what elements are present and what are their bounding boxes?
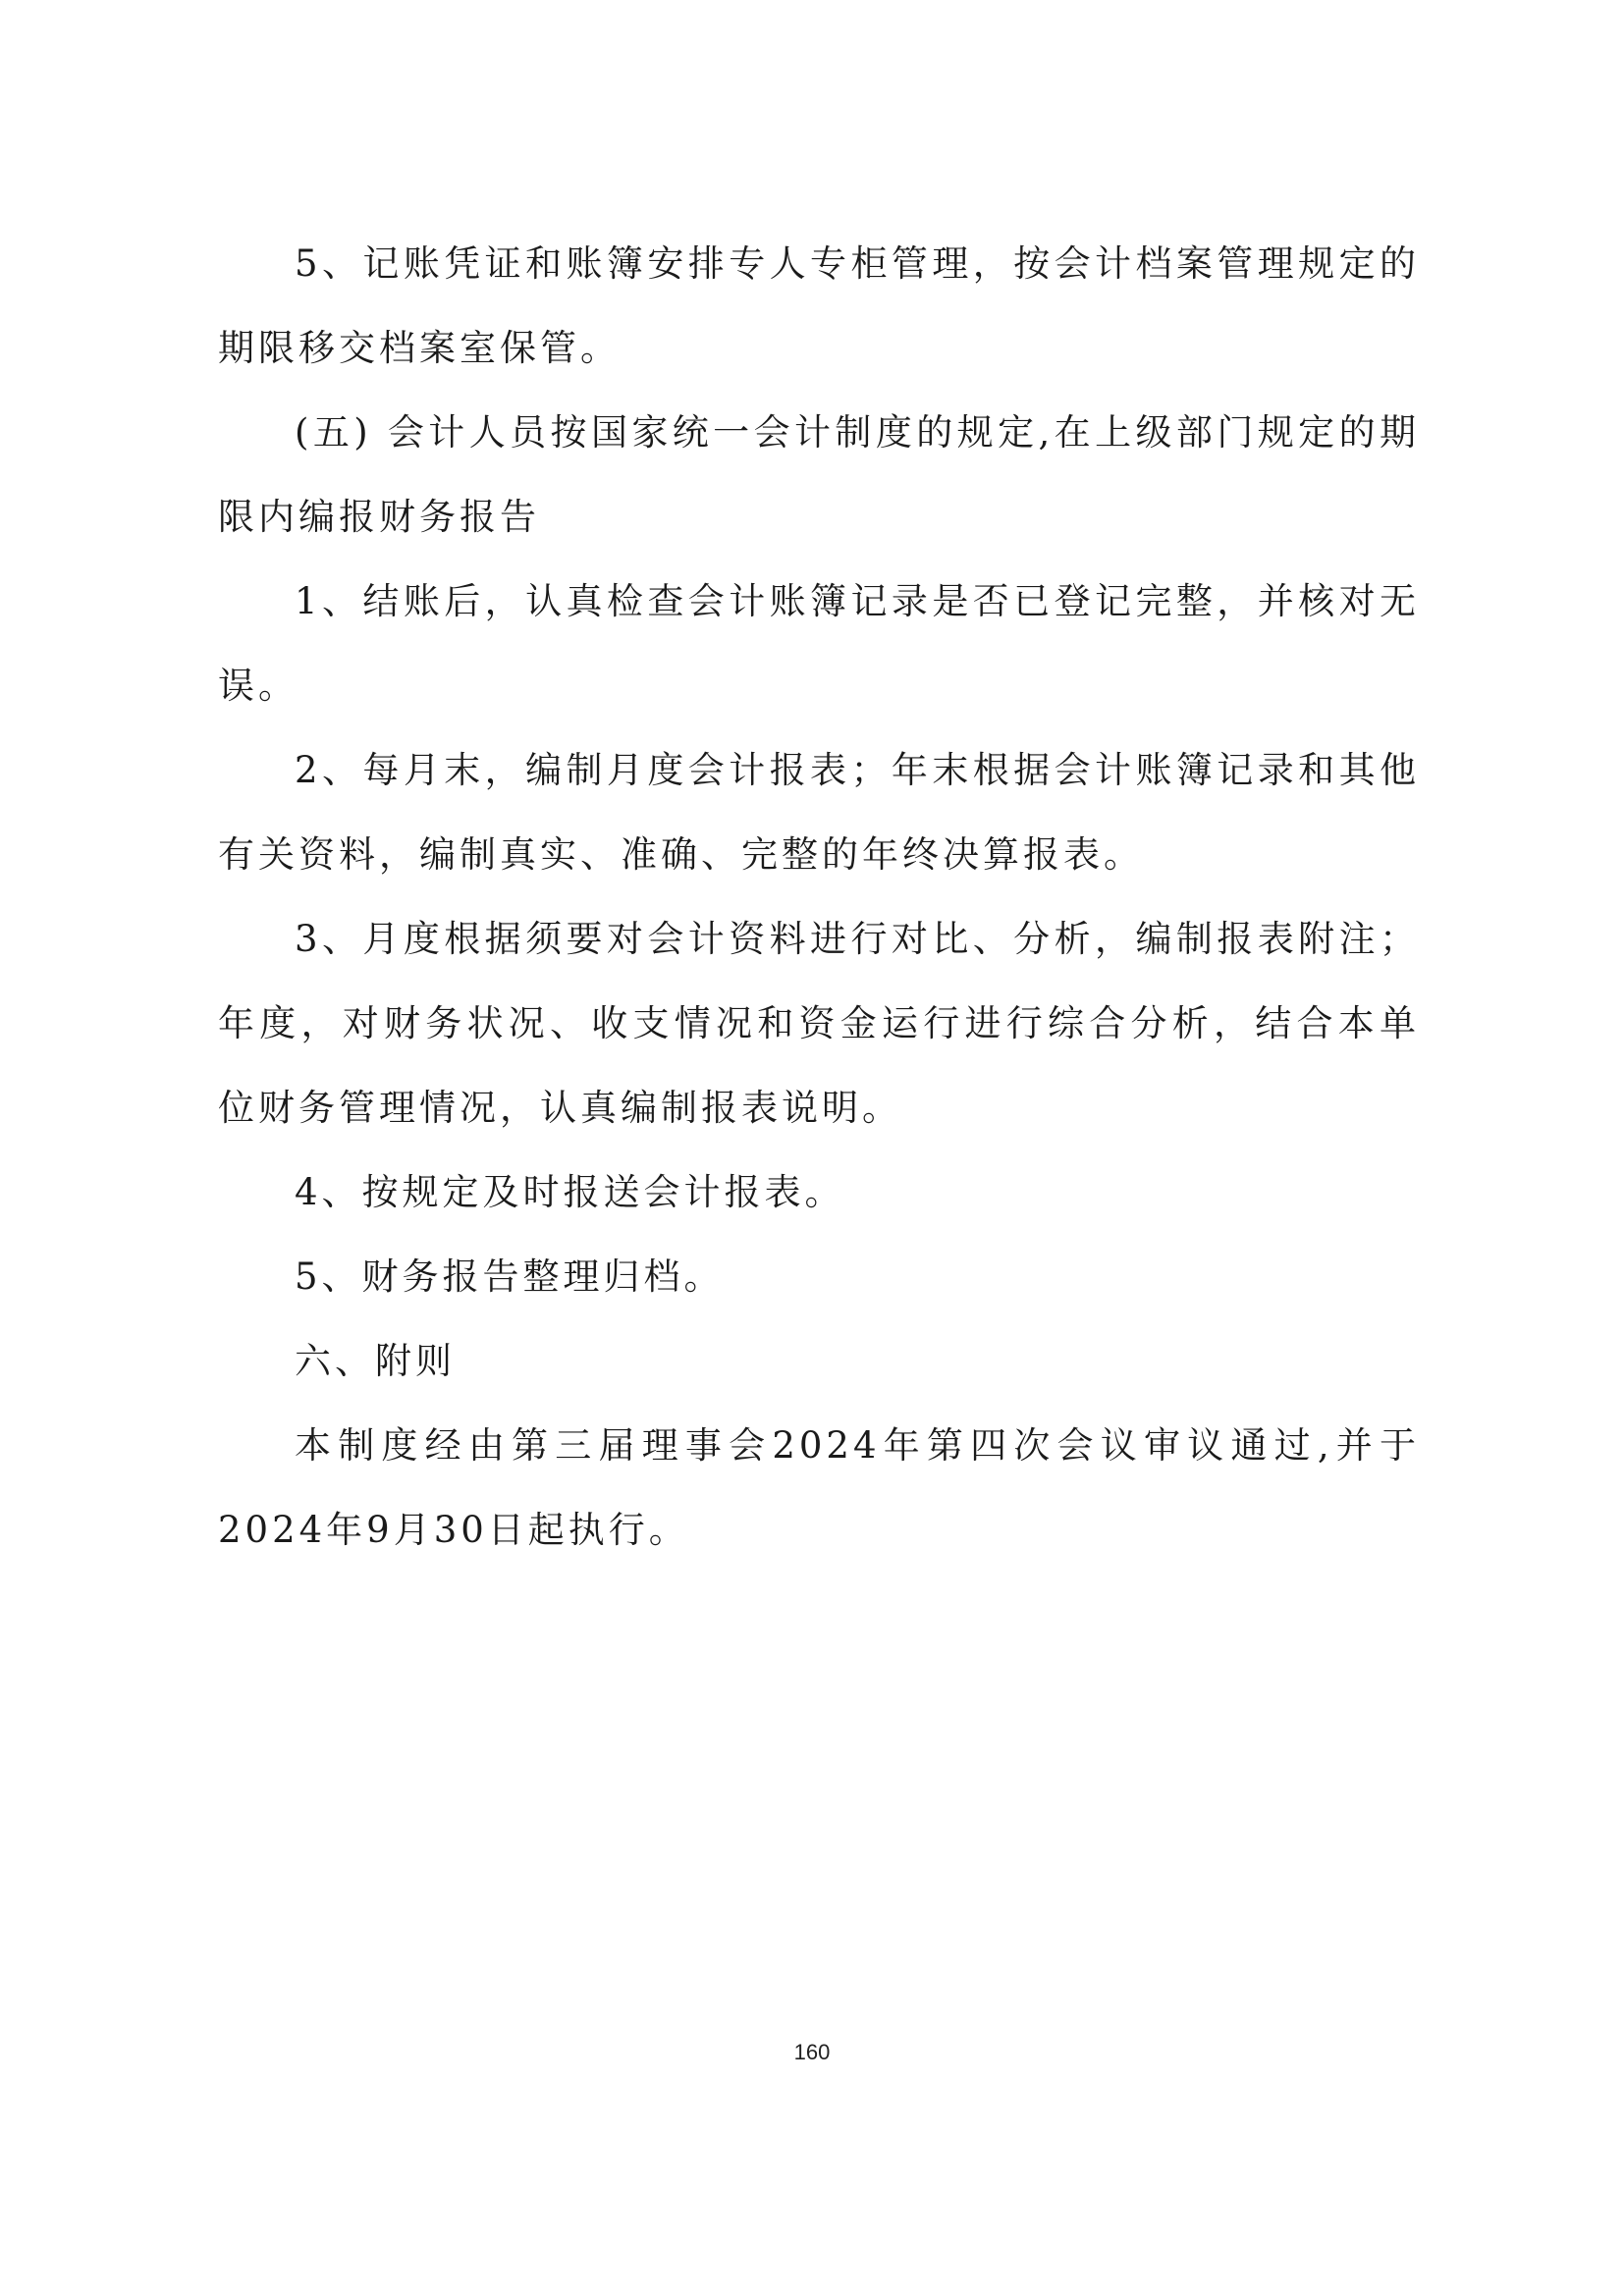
- paragraph-monthly-reports: 2、每月末，编制月度会计报表；年末根据会计账簿记录和其他有关资料，编制真实、准确、完整的年终决算报表。: [218, 749, 1420, 876]
- body-text: [218, 222, 1420, 1573]
- paragraph-archive-custody: 5、记账凭证和账簿安排专人专柜管理，按会计档案管理规定的期限移交档案室保管。: [218, 242, 1420, 369]
- paragraph-archive-reports: 5、财务报告整理归档。: [295, 1255, 725, 1298]
- paragraph-section-five-heading: (五) 会计人员按国家统一会计制度的规定,在上级部门规定的期限内编报财务报告: [218, 411, 1420, 538]
- paragraph-analysis: 3、月度根据须要对会计资料进行对比、分析，编制报表附注；年度，对财务状况、收支情况和资金运行进行综合分析，结合本单位财务管理情况，认真编制报表说明。: [218, 918, 1420, 1129]
- paragraph-closing-check: 1、结账后，认真检查会计账簿记录是否已登记完整，并核对无误。: [218, 580, 1420, 707]
- page-number: 160: [793, 2040, 831, 2064]
- paragraph-effective-date: 本制度经由第三届理事会2024年第四次会议审议通过,并于2024年9月30日起执行。: [218, 1424, 1420, 1551]
- paragraph-section-six-heading: 六、附则: [295, 1340, 456, 1382]
- paragraph-submit-reports: 4、按规定及时报送会计报表。: [295, 1171, 845, 1213]
